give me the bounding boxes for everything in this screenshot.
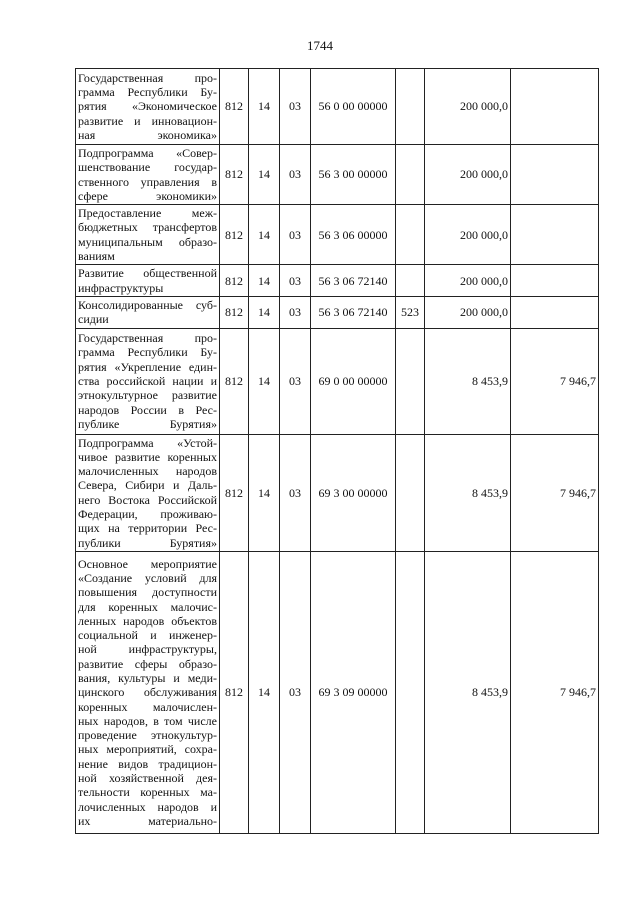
subsection-code-cell: 03 xyxy=(280,205,311,265)
amount-second-cell xyxy=(511,145,599,205)
admin-code-cell: 812 xyxy=(220,296,249,328)
expense-type-cell xyxy=(396,328,425,434)
table-row xyxy=(76,145,599,205)
target-item-code-cell: 56 3 06 72140 xyxy=(311,296,396,328)
admin-code-cell: 812 xyxy=(220,69,249,145)
admin-code-cell: 812 xyxy=(220,205,249,265)
section-code-cell: 14 xyxy=(249,551,280,833)
table-row xyxy=(76,265,599,297)
target-item-code-cell: 69 3 09 00000 xyxy=(311,551,396,833)
budget-table-body xyxy=(76,69,599,834)
section-code-cell: 14 xyxy=(249,145,280,205)
amount-cell: 200 000,0 xyxy=(425,69,511,145)
expense-type-cell xyxy=(396,145,425,205)
row-name-cell: Основное мероприятие «Создание условий для повышения доступности для коренных малочис- ленных народов объектов социальной и инженер- ной инфраструктуры, развитие сферы образо- вания, культуры и меди- цинского обслуживания коренных малочислен- ных народов, в том числе проведение этнокультур- ных мероприятий, сохра- нение видов традицион- ной хозяйственной дея- тельности коренных ма- лочисленных народов и их материально- xyxy=(76,551,220,833)
subsection-code-cell: 03 xyxy=(280,434,311,551)
row-name-cell: Государственная про- грамма Республики Бу- рятия «Укрепление един- ства российской нации и этнокультурное развитие народов России в Рес- публике Бурятия» xyxy=(76,328,220,434)
row-name-cell: Консолидированные суб- сидии xyxy=(76,296,220,328)
table-row xyxy=(76,69,599,145)
expense-type-cell xyxy=(396,551,425,833)
table-row xyxy=(76,328,599,434)
amount-second-cell xyxy=(511,265,599,297)
subsection-code-cell: 03 xyxy=(280,145,311,205)
row-name-cell: Предоставление меж- бюджетных трансфертов муниципальным образо- ваниям xyxy=(76,205,220,265)
section-code-cell: 14 xyxy=(249,328,280,434)
target-item-code-cell: 69 0 00 00000 xyxy=(311,328,396,434)
amount-cell: 200 000,0 xyxy=(425,205,511,265)
subsection-code-cell: 03 xyxy=(280,265,311,297)
target-item-code-cell: 56 3 06 72140 xyxy=(311,265,396,297)
amount-second-cell: 7 946,7 xyxy=(511,551,599,833)
amount-cell: 8 453,9 xyxy=(425,328,511,434)
row-name-cell: Подпрограмма «Устой- чивое развитие коренных малочисленных народов Севера, Сибири и Даль- него Востока Российской Федерации, проживаю- щих на территории Рес- публики Бурятия» xyxy=(76,434,220,551)
expense-type-cell xyxy=(396,69,425,145)
amount-cell: 200 000,0 xyxy=(425,145,511,205)
amount-second-cell: 7 946,7 xyxy=(511,434,599,551)
budget-table xyxy=(75,68,599,834)
admin-code-cell: 812 xyxy=(220,328,249,434)
admin-code-cell: 812 xyxy=(220,434,249,551)
table-row xyxy=(76,205,599,265)
amount-cell: 200 000,0 xyxy=(425,265,511,297)
subsection-code-cell: 03 xyxy=(280,328,311,434)
subsection-code-cell: 03 xyxy=(280,296,311,328)
expense-type-cell xyxy=(396,265,425,297)
admin-code-cell: 812 xyxy=(220,145,249,205)
amount-second-cell xyxy=(511,205,599,265)
amount-second-cell xyxy=(511,69,599,145)
target-item-code-cell: 56 3 06 00000 xyxy=(311,205,396,265)
target-item-code-cell: 56 0 00 00000 xyxy=(311,69,396,145)
target-item-code-cell: 56 3 00 00000 xyxy=(311,145,396,205)
subsection-code-cell: 03 xyxy=(280,551,311,833)
amount-cell: 8 453,9 xyxy=(425,551,511,833)
table-row xyxy=(76,551,599,833)
expense-type-cell xyxy=(396,205,425,265)
admin-code-cell: 812 xyxy=(220,551,249,833)
amount-cell: 8 453,9 xyxy=(425,434,511,551)
amount-second-cell xyxy=(511,296,599,328)
section-code-cell: 14 xyxy=(249,69,280,145)
table-row xyxy=(76,434,599,551)
row-name-cell: Развитие общественной инфраструктуры xyxy=(76,265,220,297)
expense-type-cell: 523 xyxy=(396,296,425,328)
row-name-cell: Подпрограмма «Совер- шенствование государ- ственного управления в сфере экономики» xyxy=(76,145,220,205)
amount-cell: 200 000,0 xyxy=(425,296,511,328)
section-code-cell: 14 xyxy=(249,434,280,551)
admin-code-cell: 812 xyxy=(220,265,249,297)
row-name-cell: Государственная про- грамма Республики Бу- рятия «Экономическое развитие и инновацион- ная экономика» xyxy=(76,69,220,145)
section-code-cell: 14 xyxy=(249,265,280,297)
page-number: 1744 xyxy=(307,38,333,53)
section-code-cell: 14 xyxy=(249,296,280,328)
amount-second-cell: 7 946,7 xyxy=(511,328,599,434)
section-code-cell: 14 xyxy=(249,205,280,265)
table-row xyxy=(76,296,599,328)
expense-type-cell xyxy=(396,434,425,551)
subsection-code-cell: 03 xyxy=(280,69,311,145)
target-item-code-cell: 69 3 00 00000 xyxy=(311,434,396,551)
